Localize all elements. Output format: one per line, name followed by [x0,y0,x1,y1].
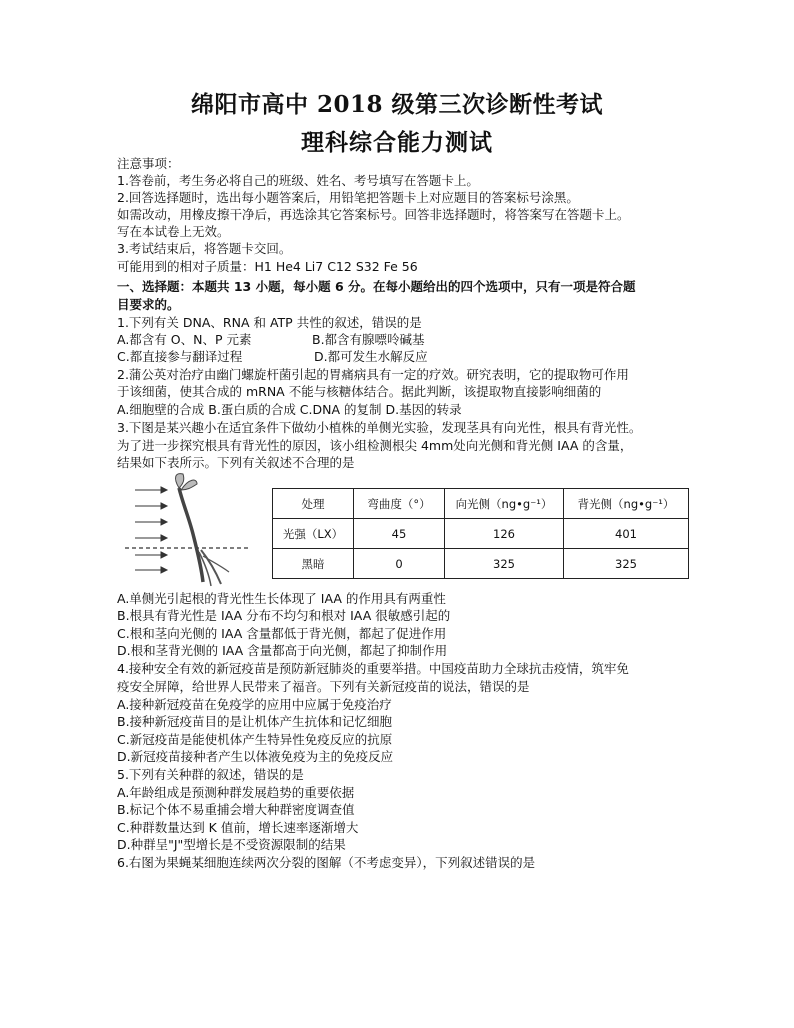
exam-subtitle: 理科综合能力测试 [301,129,493,156]
section-header-cont: 目要求的。 [117,297,180,312]
q2-stem: 2.蒲公英对治疗由幽门螺旋杆菌引起的胃痛病具有一定的疗效。研究表明，它的提取物可作用 [117,367,629,382]
table-cell: 45 [354,519,445,549]
notes-heading: 注意事项： [117,156,180,171]
light-arrows [135,487,167,573]
q4-stem-cont: 疫安全屏障，给世界人民带来了福音。下列有关新冠疫苗的说法，错误的是 [117,679,530,694]
table-cell: 0 [354,549,445,579]
notes-line: 1.答卷前，考生务必将自己的班级、姓名、考号填写在答题卡上。 [117,173,479,188]
table-cell: 325 [445,549,564,579]
q1-choices-ab [117,331,689,348]
q4-stem: 4.接种安全有效的新冠疫苗是预防新冠肺炎的重要举措。中国疫苗助力全球抗击疫情，筑牢免 [117,661,629,676]
q6-stem: 6.右图为果蝇某细胞连续两次分裂的图解（不考虑变异），下列叙述错误的是 [117,855,536,870]
q5-choice-d: D.种群呈"J"型增长是不受资源限制的结果 [117,837,346,852]
q4-choice-c: C.新冠疫苗是能使机体产生特异性免疫反应的抗原 [117,732,393,747]
table-header-row [273,489,689,519]
notes-line: 如需改动，用橡皮擦干净后，再选涂其它答案标号。回答非选择题时，将答案写在答题卡上。 [117,207,630,222]
notes-atomic-masses: 可能用到的相对子质量：H1 He4 Li7 C12 S32 Fe 56 [117,259,418,274]
q3-stem-cont: 为了进一步探究根具有背光性的原因，该小组检测根尖 4mm处向光侧和背光侧 IAA 的含量， [117,438,633,453]
plant-figure [117,470,267,588]
q3-choice-c: C.根和茎向光侧的 IAA 含量都低于背光侧，都起了促进作用 [117,626,447,641]
table-header: 背光侧（ng•g⁻¹） [564,489,689,519]
q5-choice-b: B.标记个体不易重捕会增大种群密度调查值 [117,802,355,817]
q1-choice-a: A.都含有 O、N、P 元素 [117,332,252,347]
table-row [273,519,689,549]
table-row [273,549,689,579]
table-header: 弯曲度（°） [354,489,445,519]
q5-choice-a: A.年龄组成是预测种群发展趋势的重要依据 [117,785,355,800]
notes-line: 3.考试结束后，将答题卡交回。 [117,241,292,256]
q3-stem-cont: 结果如下表所示。下列有关叙述不合理的是 [117,455,355,470]
q4-choice-a: A.接种新冠疫苗在免疫学的应用中应属于免疫治疗 [117,697,392,712]
q4-choice-b: B.接种新冠疫苗目的是让机体产生抗体和记忆细胞 [117,714,393,729]
table-cell: 126 [445,519,564,549]
table-header: 处理 [273,489,354,519]
notes-line: 2.回答选择题时，选出每小题答案后，用铅笔把答题卡上对应题目的答案标号涂黑。 [117,190,579,205]
q2-choices: A.细胞壁的合成 B.蛋白质的合成 C.DNA 的复制 D.基因的转录 [117,402,462,417]
q3-choice-d: D.根和茎背光侧的 IAA 含量都高于向光侧，都起了抑制作用 [117,643,448,658]
q2-stem-cont: 于该细菌，使其合成的 mRNA 不能与核糖体结合。据此判断，该提取物直接影响细菌的 [117,384,602,399]
q5-stem: 5.下列有关种群的叙述，错误的是 [117,767,304,782]
q4-choice-d: D.新冠疫苗接种者产生以体液免疫为主的免疫反应 [117,749,394,764]
section-header: 一、选择题：本题共 13 小题，每小题 6 分。在每小题给出的四个选项中，只有一项是符合题 [117,279,636,294]
leaf [176,474,184,488]
table-cell: 401 [564,519,689,549]
q1-stem: 1.下列有关 DNA、RNA 和 ATP 共性的叙述，错误的是 [117,315,422,330]
q3-stem: 3.下图是某兴趣小在适宜条件下做幼小植株的单侧光实验，发现茎具有向光性，根具有背光性。 [117,420,642,435]
q1-choice-b: B.都含有腺嘌呤碱基 [312,332,425,347]
table-cell: 325 [564,549,689,579]
notes-line: 写在本试卷上无效。 [117,224,230,239]
stem [179,488,203,582]
iaa-table [272,488,689,579]
table-cell: 光强（LX） [273,519,354,549]
exam-title: 绵阳市高中 2018 级第三次诊断性考试 [190,91,604,118]
q1-choice-d: D.都可发生水解反应 [314,349,428,364]
table-header: 向光侧（ng•g⁻¹） [445,489,564,519]
q5-choice-c: C.种群数量达到 K 值前，增长速率逐渐增大 [117,820,359,835]
q3-choice-a: A.单侧光引起根的背光性生长体现了 IAA 的作用具有两重性 [117,591,446,606]
table-cell: 黑暗 [273,549,354,579]
q3-choice-b: B.根具有背光性是 IAA 分布不均匀和根对 IAA 很敏感引起的 [117,608,451,623]
q1-choice-c: C.都直接参与翻译过程 [117,349,243,364]
q1-choices-cd [117,348,689,365]
